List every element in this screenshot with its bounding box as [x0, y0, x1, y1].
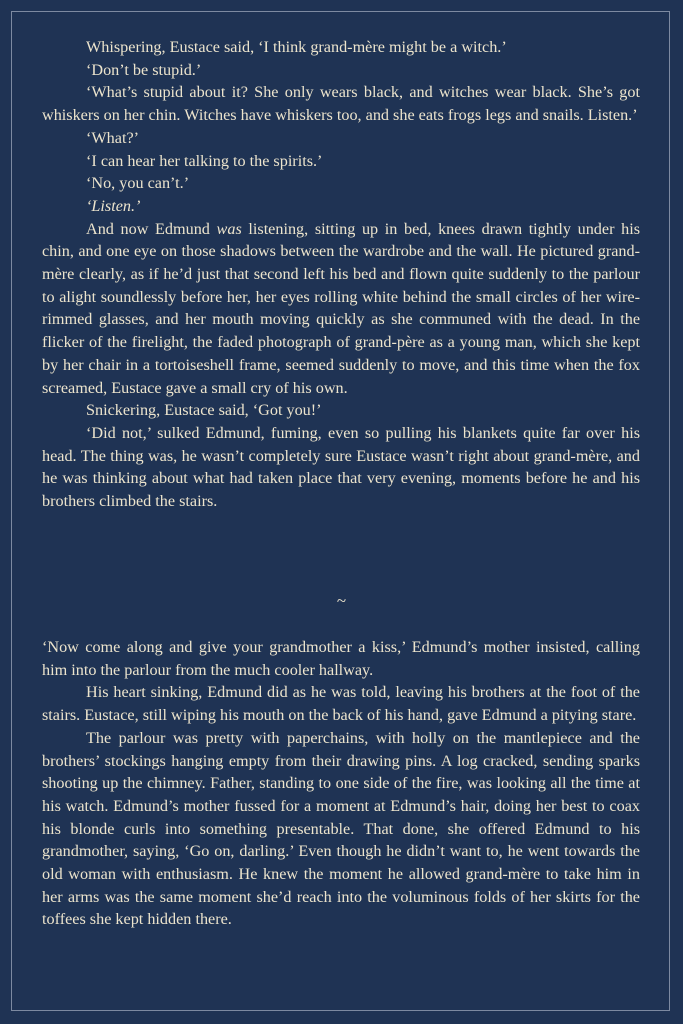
paragraph: ‘Don’t be stupid.’ [86, 60, 202, 79]
section-break: ~ [336, 591, 347, 610]
story-section-two [42, 636, 640, 931]
emphasis-word: was [216, 219, 242, 238]
paragraph: His heart sinking, Edmund did as he was told, leaving his brothers at the foot of the stairs. Eustace, still wiping his mouth on the back of his hand, gave Edmund a pitying stare. [42, 683, 640, 725]
paragraph: Snickering, Eustace said, ‘Got you!’ [86, 401, 322, 420]
paragraph: Whispering, Eustace said, ‘I think grand-mère might be a witch.’ [86, 38, 507, 56]
text-run: And now Edmund [86, 219, 217, 238]
paragraph: ‘What?’ [86, 128, 140, 147]
paragraph: ‘What’s stupid about it? She only wears black, and witches wear black. She’s got whiskers on her chin. Witches have whiskers too, and she eats frogs legs and snails. Listen.’ [42, 83, 640, 125]
paragraph: ‘I can hear her talking to the spirits.’ [86, 151, 323, 170]
paragraph: The parlour was pretty with paperchains, with holly on the mantlepiece and the brothers’ stockings hanging empty from their drawing pins. A log cracked, sending sparks shooting up the chimney. Father, standing to one side of the fire, was looking all the time at his watch. Edmund’s mother fussed for a moment at Edmund’s hair, doing her best to coax his blonde curls into something presentable. That done, she offered Edmund to his grandmother, saying, ‘Go on, darling.’ Even though he didn’t want to, he went towards the old woman with enthusiasm. He knew the moment he allowed grand-mère to take him in her arms was the same moment she’d reach into the voluminous folds of her skirts for the toffees she kept hidden there. [42, 728, 640, 929]
paragraph-italic: ‘Listen.’ [86, 196, 141, 215]
paragraph [42, 218, 640, 400]
paragraph: ‘Did not,’ sulked Edmund, fuming, even so pulling his blankets quite far over his head. The thing was, he wasn’t completely sure Eustace wasn’t right about grand-mère, and he was thinking about what had taken place that very evening, moments before he and his brothers climbed the stairs. [42, 423, 640, 511]
paragraph: ‘Now come along and give your grandmother a kiss,’ Edmund’s mother insisted, calling him into the parlour from the much cooler hallway. [42, 638, 640, 679]
paragraph: ‘No, you can’t.’ [86, 174, 190, 193]
story-section-one [42, 36, 640, 513]
text-run: listening, sitting up in bed, knees drawn tightly under his chin, and one eye on those shadows between the wardrobe and the wall. He pictured grand-mère clearly, as if he’d just that second left his bed and flown quite suddenly to the parlour to alight soundlessly before her, her eyes rolling white behind the small circles of her wire-rimmed glasses, and her mouth moving quickly as she communed with the dead. In the flicker of the firelight, the faded photograph of grand-père as a young man, which she kept by her chair in a tortoiseshell frame, seemed suddenly to move, and this time when the fox screamed, Eustace gave a small cry of his own. [42, 219, 640, 397]
